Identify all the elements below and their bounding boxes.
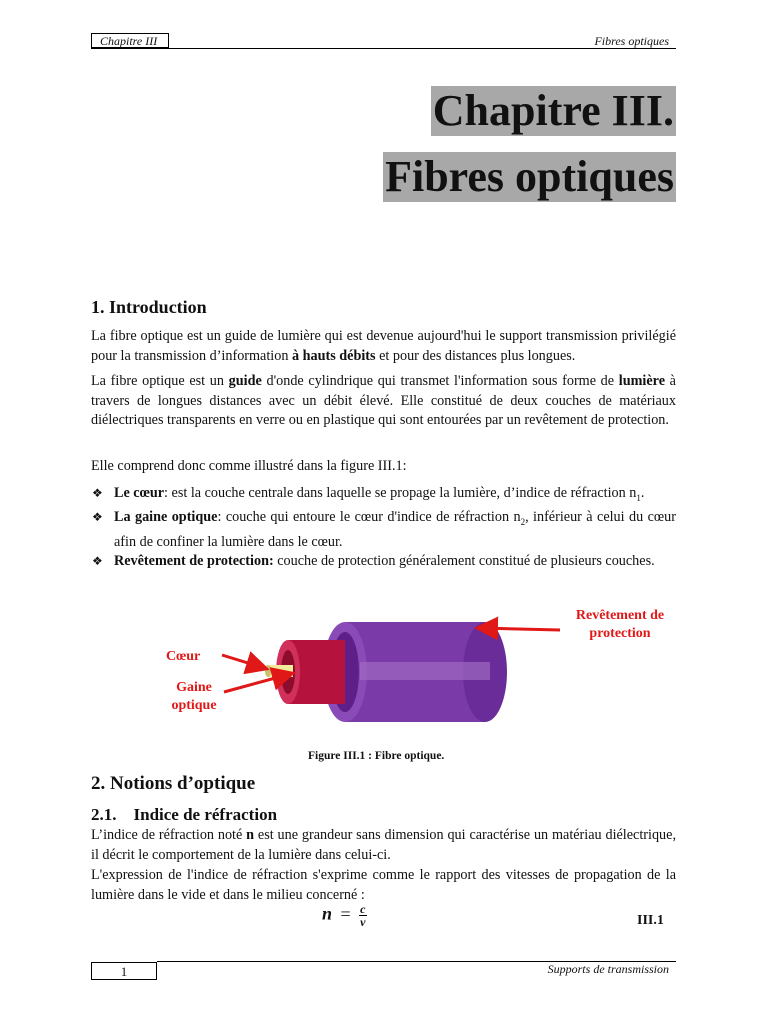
equation-number: III.1 [637, 913, 664, 928]
figure-caption: Figure III.1 : Fibre optique. [308, 750, 445, 762]
page-number-box [91, 962, 157, 980]
header-topic: Fibres optiques [594, 34, 669, 48]
label-coating: Revêtement de protection [575, 608, 665, 641]
page-number: 1 [120, 964, 128, 979]
refraction-paragraph-1: L’indice de réfraction noté n est une grandeur sans dimension qui caractérise un matériau diélectrique, il décrit le comportement de la lumière dans celui-ci. [91, 827, 676, 863]
core-arrow [222, 655, 264, 668]
equation-fraction [359, 903, 366, 928]
intro-paragraph-1: La fibre optique est un guide de lumière qui est devenue aujourd'hui le support transmission privilégié pour la transmission d’information à hauts débits et pour des distances plus longues. [91, 328, 676, 364]
intro-paragraph-2: La fibre optique est un guide d'onde cylindrique qui transmet l'information sous forme de lumière à travers de longues distances avec un débit élevé. Elle constitué de deux couches de matériaux diélectriques transparents en verre ou en plastique qui sont entourées par un revêtement de protection. [91, 373, 676, 428]
label-core: Cœur [166, 649, 201, 664]
list-item-coating: ❖ Revêtement de protection: couche de protection généralement constitué de plusieurs couches. [91, 552, 676, 572]
equation-denominator: v [360, 915, 366, 929]
intro-paragraph-3: Elle comprend donc comme illustré dans la figure III.1: [91, 458, 407, 474]
header-rule [91, 48, 676, 49]
equation-numerator: c [360, 902, 366, 916]
list-item-core: ❖ Le cœur: est la couche centrale dans laquelle se propage la lumière, d’indice de réfraction $n_1$. [92, 485, 645, 503]
diamond-bullet-icon: ❖ [92, 510, 103, 525]
section-heading-notions: 2. Notions d’optique [91, 773, 256, 794]
equation-lhs: n [322, 903, 333, 924]
header-chapter-box [91, 33, 169, 48]
coating-arrow [480, 628, 560, 630]
chapter-title: Chapitre III. [432, 86, 674, 135]
subsection-heading-refraction: 2.1. Indice de réfraction [91, 805, 278, 824]
equation [322, 903, 367, 928]
label-cladding: Gaine optique [171, 680, 217, 713]
list-item-cladding: ❖ La gaine optique: couche qui entoure le cœur d'indice de réfraction $n_2$, inférieur à celui du cœur afin de confiner la lumière dans le cœur. [92, 509, 676, 550]
chapter-subtitle: Fibres optiques [385, 152, 674, 201]
footer-course-title: Supports de transmission [547, 962, 669, 976]
diamond-bullet-icon: ❖ [92, 486, 103, 500]
section-heading-introduction: 1. Introduction [91, 297, 207, 317]
refraction-paragraph-2: L'expression de l'indice de réfraction s'exprime comme le rapport des vitesses de propagation de la lumière dans le vide et dans le milieu concerné : [91, 867, 676, 903]
component-list [91, 484, 676, 572]
equation-equals: = [340, 903, 351, 924]
header-chapter: Chapitre III [100, 34, 158, 48]
diamond-bullet-icon: ❖ [92, 554, 103, 569]
